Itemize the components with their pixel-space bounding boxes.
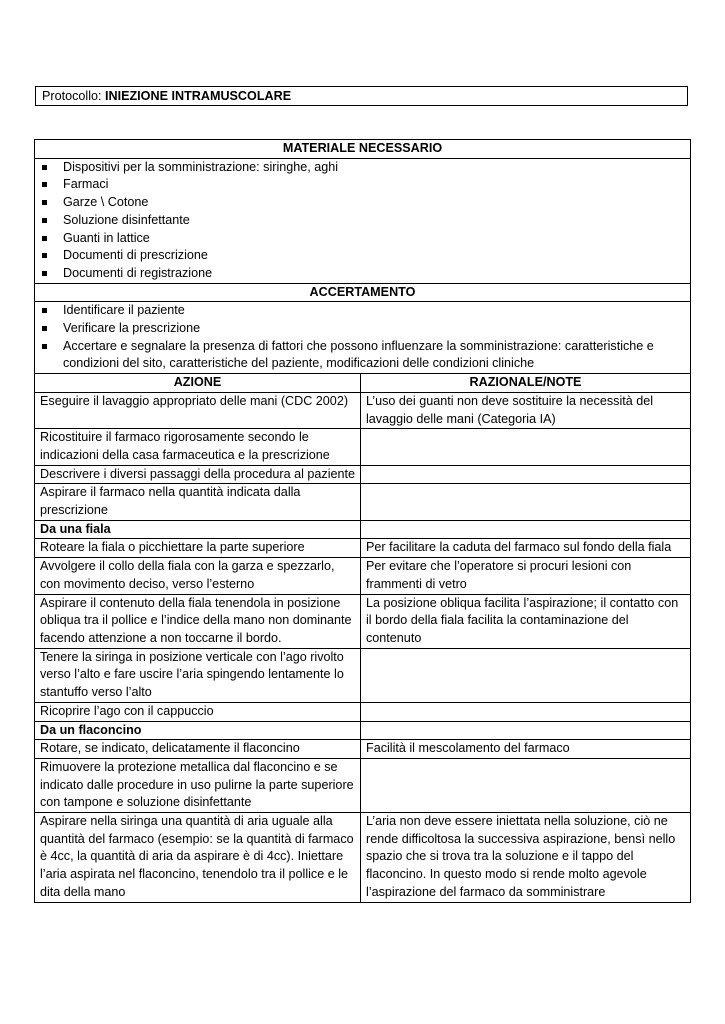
note-cell: Facilità il mescolamento del farmaco (361, 740, 691, 759)
table-row (35, 813, 691, 903)
list-item: Soluzione disinfettante (40, 212, 685, 230)
azione-cell: Avvolgere il collo della fiala con la garza e spezzarlo, con movimento deciso, verso l’esterno (35, 558, 361, 594)
list-item: Documenti di prescrizione (40, 247, 685, 265)
azione-cell: Roteare la fiala o picchiettare la parte superiore (35, 539, 361, 558)
protocol-name: INIEZIONE INTRAMUSCOLARE (105, 89, 292, 103)
section-title: Da una fiala (35, 520, 361, 539)
table-row (35, 484, 691, 520)
azione-cell: Aspirare il farmaco nella quantità indicata dalla prescrizione (35, 484, 361, 520)
accertamento-header: ACCERTAMENTO (35, 283, 691, 302)
list-item: Guanti in lattice (40, 230, 685, 248)
materiale-list (40, 159, 685, 283)
azione-cell: Ricostituire il farmaco rigorosamente secondo le indicazioni della casa farmaceutica e la prescrizione (35, 429, 361, 465)
materiale-header: MATERIALE NECESSARIO (35, 140, 691, 159)
azione-cell: Rotare, se indicato, delicatamente il flaconcino (35, 740, 361, 759)
azione-cell: Descrivere i diversi passaggi della procedura al paziente (35, 465, 361, 484)
protocol-label: Protocollo: (42, 89, 105, 103)
note-cell: Per facilitare la caduta del farmaco sul fondo della fiala (361, 539, 691, 558)
table-row (35, 702, 691, 721)
columns-header-row (35, 374, 691, 393)
accertamento-list-row (35, 302, 691, 374)
table-row (35, 429, 691, 465)
section-row (35, 721, 691, 740)
note-cell (361, 520, 691, 539)
table-row (35, 392, 691, 428)
table-row (35, 758, 691, 812)
list-item: Documenti di registrazione (40, 265, 685, 283)
note-cell (361, 702, 691, 721)
list-item: Accertare e segnalare la presenza di fattori che possono influenzare la somministrazione: caratteristiche e condizioni del sito, caratteristiche del paziente, modificazioni delle condizioni cliniche (40, 338, 685, 373)
note-cell: Per evitare che l’operatore si procuri lesioni con frammenti di vetro (361, 558, 691, 594)
note-cell (361, 648, 691, 702)
section-title: Da un flaconcino (35, 721, 361, 740)
note-cell: La posizione obliqua facilita l’aspirazione; il contatto con il bordo della fiala facilita la contaminazione del contenuto (361, 594, 691, 648)
table-row (35, 740, 691, 759)
table-row (35, 558, 691, 594)
section-row (35, 520, 691, 539)
accertamento-list (40, 302, 685, 373)
note-cell (361, 721, 691, 740)
materiale-header-row (35, 140, 691, 159)
azione-cell: Tenere la siringa in posizione verticale con l’ago rivolto verso l’alto e fare uscire l’aria spingendo lentamente lo stantuffo verso l’alto (35, 648, 361, 702)
list-item: Verificare la prescrizione (40, 320, 685, 338)
note-cell (361, 758, 691, 812)
azione-cell: Aspirare il contenuto della fiala tenendola in posizione obliqua tra il pollice e l’indice della mano non dominante facendo attenzione a non toccarne il bordo. (35, 594, 361, 648)
azione-cell: Eseguire il lavaggio appropriato delle mani (CDC 2002) (35, 392, 361, 428)
protocol-table (34, 139, 691, 903)
list-item: Garze \ Cotone (40, 194, 685, 212)
note-cell (361, 429, 691, 465)
accertamento-header-row (35, 283, 691, 302)
protocol-title-box (35, 86, 688, 106)
azione-cell: Aspirare nella siringa una quantità di aria uguale alla quantità del farmaco (esempio: se la quantità di farmaco è 4cc, la quantità di aria da aspirare è di 4cc). Iniettare l’aria aspirata nel flaconcino, tenendolo tra il pollice e le dita della mano (35, 813, 361, 903)
table-row (35, 465, 691, 484)
azione-cell: Ricoprire l’ago con il cappuccio (35, 702, 361, 721)
note-cell: L’uso dei guanti non deve sostituire la necessità del lavaggio delle mani (Categoria IA) (361, 392, 691, 428)
list-item: Dispositivi per la somministrazione: siringhe, aghi (40, 159, 685, 177)
materiale-list-row (35, 158, 691, 283)
table-row (35, 648, 691, 702)
note-cell (361, 484, 691, 520)
list-item: Farmaci (40, 176, 685, 194)
razionale-column-header: RAZIONALE/NOTE (361, 374, 691, 393)
azione-cell: Rimuovere la protezione metallica dal flaconcino e se indicato dalle procedure in uso pulirne la parte superiore con tampone e soluzione disinfettante (35, 758, 361, 812)
list-item: Identificare il paziente (40, 302, 685, 320)
azione-column-header: AZIONE (35, 374, 361, 393)
note-cell: L’aria non deve essere iniettata nella soluzione, ciò ne rende difficoltosa la successiva aspirazione, bensì nello spazio che si trova tra la soluzione e il tappo del flaconcino. In questo modo si rende molto agevole l’aspirazione del farmaco da somministrare (361, 813, 691, 903)
table-row (35, 594, 691, 648)
table-row (35, 539, 691, 558)
note-cell (361, 465, 691, 484)
